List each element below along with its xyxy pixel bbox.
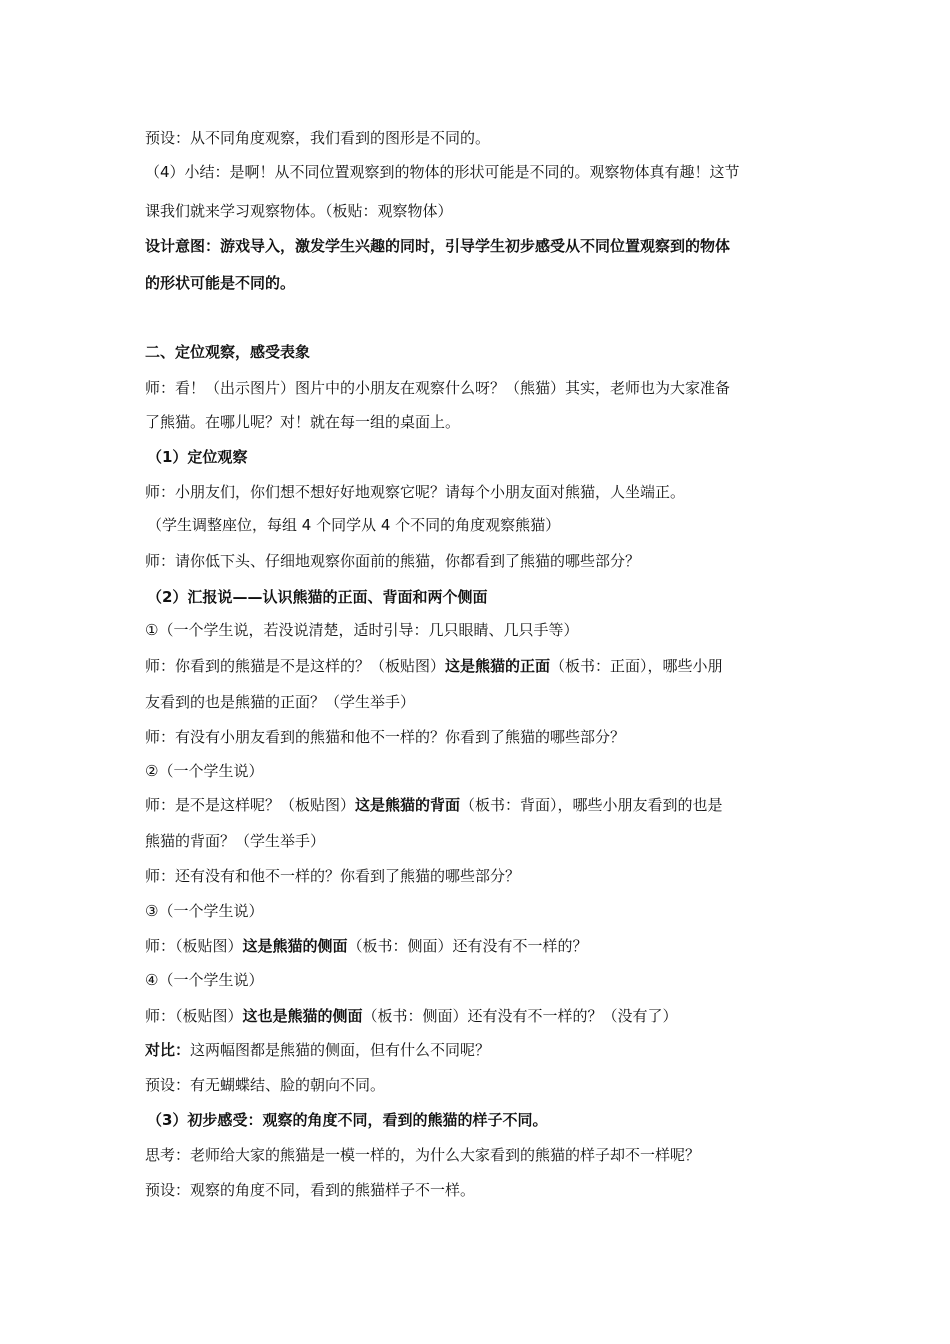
text-run: （板书：侧面）还有没有不一样的？（没有了） [362,1007,678,1025]
text-run: （板书：背面），哪些小朋友看到的也是 [460,796,723,814]
paragraph-line [145,1040,490,1060]
paragraph-line: 预设：观察的角度不同，看到的熊猫样子不一样。 [145,1181,476,1199]
emphasis-text: 这也是熊猫的侧面 [242,1007,363,1025]
text-run: 师：是不是这样呢？（板贴图） [145,796,356,814]
design-intent-line: 设计意图：游戏导入，激发学生兴趣的同时，引导学生初步感受从不同位置观察到的物体 [145,237,731,255]
paragraph-line: ②（一个学生说） [145,762,264,780]
emphasis-text: 这是熊猫的侧面 [242,937,348,955]
paragraph-line [145,656,723,676]
subsection-heading: （2）汇报说——认识熊猫的正面、背面和两个侧面 [147,588,488,606]
subsection-heading: （3）初步感受：观察的角度不同，看到的熊猫的样子不同。 [147,1111,548,1129]
paragraph-line: ④（一个学生说） [145,971,264,989]
paragraph-line: （4）小结：是啊！从不同位置观察到的物体的形状可能是不同的。观察物体真有趣！这节 [145,163,740,181]
emphasis-text: 这是熊猫的背面 [355,796,461,814]
paragraph-line: 友看到的也是熊猫的正面？（学生举手） [145,693,416,711]
text-run: 师：你看到的熊猫是不是这样的？（板贴图） [145,657,446,675]
paragraph-line [145,795,723,815]
emphasis-text: 这是熊猫的正面 [445,657,551,675]
paragraph-line: 师：请你低下头、仔细地观察你面前的熊猫，你都看到了熊猫的哪些部分？ [145,552,641,570]
text-run: （板书：侧面）还有没有不一样的？ [347,937,588,955]
paragraph-line: 课我们就来学习观察物体。（板贴：观察物体） [145,202,453,220]
paragraph-line: 师：有没有小朋友看到的熊猫和他不一样的？你看到了熊猫的哪些部分？ [145,728,626,746]
paragraph-line: 师：看！（出示图片）图片中的小朋友在观察什么呀？（熊猫）其实，老师也为大家准备 [145,379,731,397]
paragraph-line: 师：还有没有和他不一样的？你看到了熊猫的哪些部分？ [145,867,521,885]
paragraph-line: 熊猫的背面？（学生举手） [145,832,326,850]
paragraph-line [145,1006,678,1026]
paragraph-line: （学生调整座位，每组 4 个同学从 4 个不同的角度观察熊猫） [147,516,561,534]
paragraph-line: 预设：从不同角度观察，我们看到的图形是不同的。 [145,129,491,147]
paragraph-line: 师：小朋友们，你们想不想好好地观察它呢？请每个小朋友面对熊猫，人坐端正。 [145,483,686,501]
paragraph-line: 预设：有无蝴蝶结、脸的朝向不同。 [145,1076,386,1094]
paragraph-line [145,936,588,956]
text-run: 这两幅图都是熊猫的侧面，但有什么不同呢？ [190,1041,491,1059]
emphasis-text: 对比： [145,1041,191,1059]
paragraph-line: ①（一个学生说，若没说清楚，适时引导：几只眼睛、几只手等） [145,621,579,639]
design-intent-line: 的形状可能是不同的。 [145,274,296,292]
text-run: 师：（板贴图） [145,937,243,955]
section-heading: 二、定位观察，感受表象 [145,343,311,361]
paragraph-line: ③（一个学生说） [145,902,264,920]
text-run: （板书：正面），哪些小朋 [550,657,723,675]
paragraph-line: 思考：老师给大家的熊猫是一模一样的，为什么大家看到的熊猫的样子却不一样呢？ [145,1146,701,1164]
paragraph-line: 了熊猫。在哪儿呢？对！就在每一组的桌面上。 [145,413,461,431]
text-run: 师：（板贴图） [145,1007,243,1025]
subsection-heading: （1）定位观察 [147,448,248,466]
